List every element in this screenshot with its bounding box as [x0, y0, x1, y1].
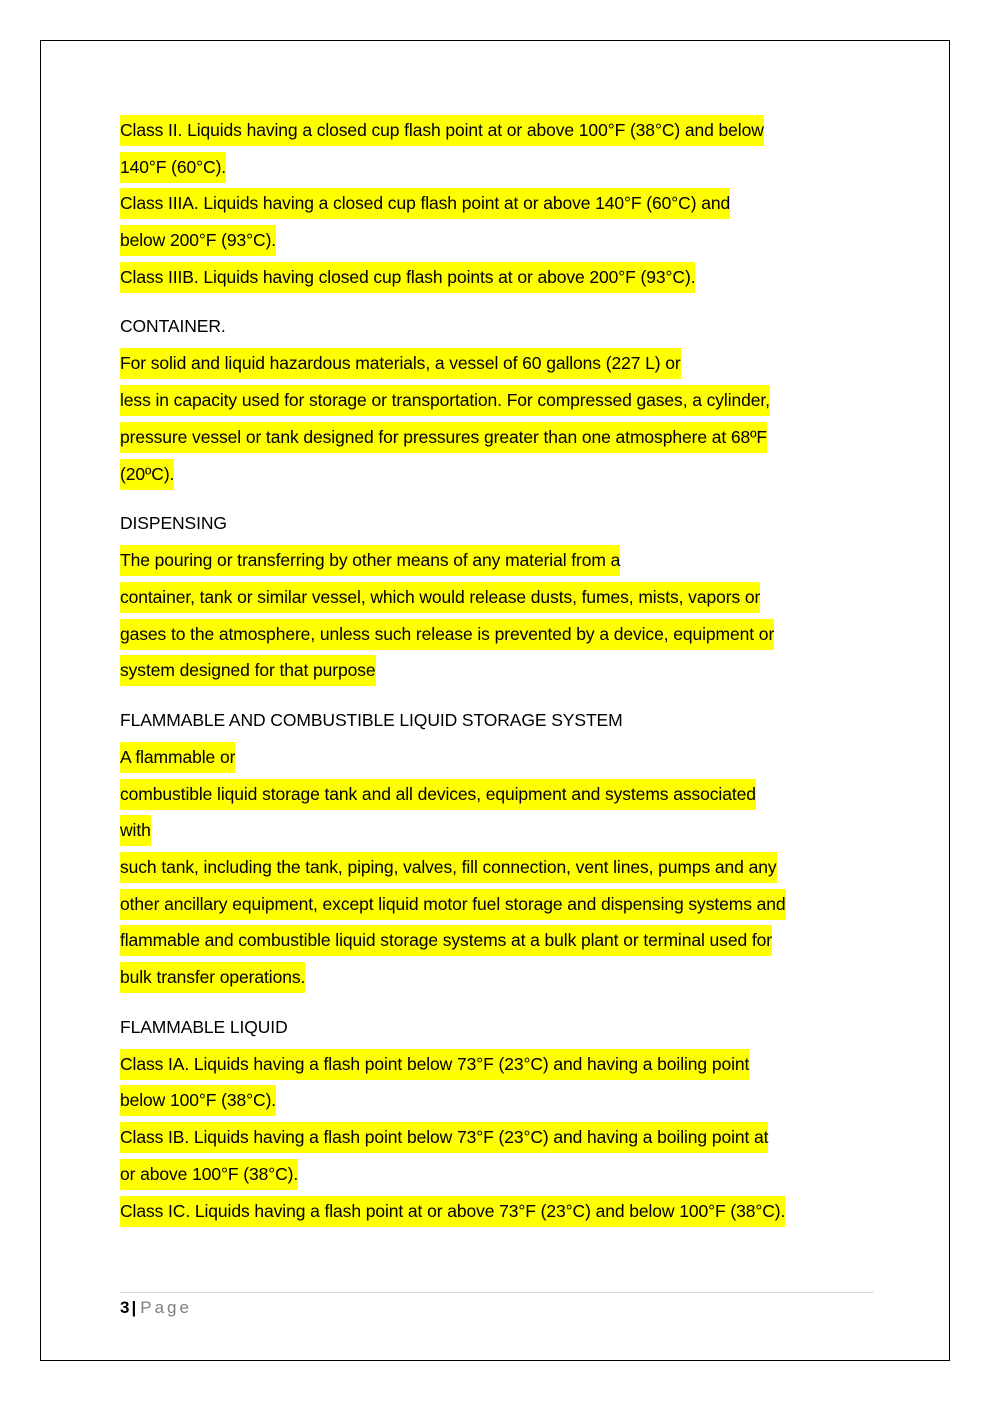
flammable-liquid-definitions: [120, 1046, 880, 1229]
text-line: The pouring or transferring by other means of any material from a: [120, 542, 880, 579]
page-footer: [120, 1296, 192, 1320]
text-line: below 100°F (38°C).: [120, 1082, 880, 1119]
heading-dispensing: DISPENSING: [120, 513, 227, 534]
footer-separator: |: [131, 1298, 137, 1317]
text-line: bulk transfer operations.: [120, 959, 880, 996]
text-line: A flammable or: [120, 739, 880, 776]
page-label: Page: [140, 1298, 192, 1317]
text-line: (20ºC).: [120, 456, 880, 493]
storage-system-definition: [120, 739, 880, 996]
footer-divider: [120, 1292, 874, 1293]
text-line: For solid and liquid hazardous materials, a vessel of 60 gallons (227 L) or: [120, 345, 880, 382]
heading-container: CONTAINER.: [120, 316, 226, 337]
text-line: with: [120, 812, 880, 849]
text-line: pressure vessel or tank designed for pressures greater than one atmosphere at 68ºF: [120, 419, 880, 456]
text-line: gases to the atmosphere, unless such release is prevented by a device, equipment or: [120, 616, 880, 653]
text-line: or above 100°F (38°C).: [120, 1156, 880, 1193]
text-line: Class IC. Liquids having a flash point at or above 73°F (23°C) and below 100°F (38°C).: [120, 1193, 880, 1230]
container-definition: [120, 345, 880, 492]
text-line: such tank, including the tank, piping, valves, fill connection, vent lines, pumps and any: [120, 849, 880, 886]
text-line: Class IA. Liquids having a flash point below 73°F (23°C) and having a boiling point: [120, 1046, 880, 1083]
class-ii-iii-definitions: [120, 112, 880, 295]
text-line: container, tank or similar vessel, which would release dusts, fumes, mists, vapors or: [120, 579, 880, 616]
text-line: flammable and combustible liquid storage systems at a bulk plant or terminal used for: [120, 922, 880, 959]
text-line: below 200°F (93°C).: [120, 222, 880, 259]
dispensing-definition: [120, 542, 880, 689]
heading-flammable-liquid: FLAMMABLE LIQUID: [120, 1016, 288, 1037]
text-line: combustible liquid storage tank and all devices, equipment and systems associated: [120, 776, 880, 813]
heading-storage-system: FLAMMABLE AND COMBUSTIBLE LIQUID STORAGE SYSTEM: [120, 709, 623, 730]
text-line: other ancillary equipment, except liquid motor fuel storage and dispensing systems and: [120, 886, 880, 923]
text-line: Class IIIB. Liquids having closed cup flash points at or above 200°F (93°C).: [120, 259, 880, 296]
text-line: Class IIIA. Liquids having a closed cup flash point at or above 140°F (60°C) and: [120, 185, 880, 222]
text-line: less in capacity used for storage or transportation. For compressed gases, a cylinder,: [120, 382, 880, 419]
text-line: 140°F (60°C).: [120, 149, 880, 186]
document-body: [120, 112, 880, 1229]
text-line: Class IB. Liquids having a flash point below 73°F (23°C) and having a boiling point at: [120, 1119, 880, 1156]
page-number: 3: [120, 1298, 130, 1317]
text-line: system designed for that purpose: [120, 652, 880, 689]
text-line: Class II. Liquids having a closed cup flash point at or above 100°F (38°C) and below: [120, 112, 880, 149]
